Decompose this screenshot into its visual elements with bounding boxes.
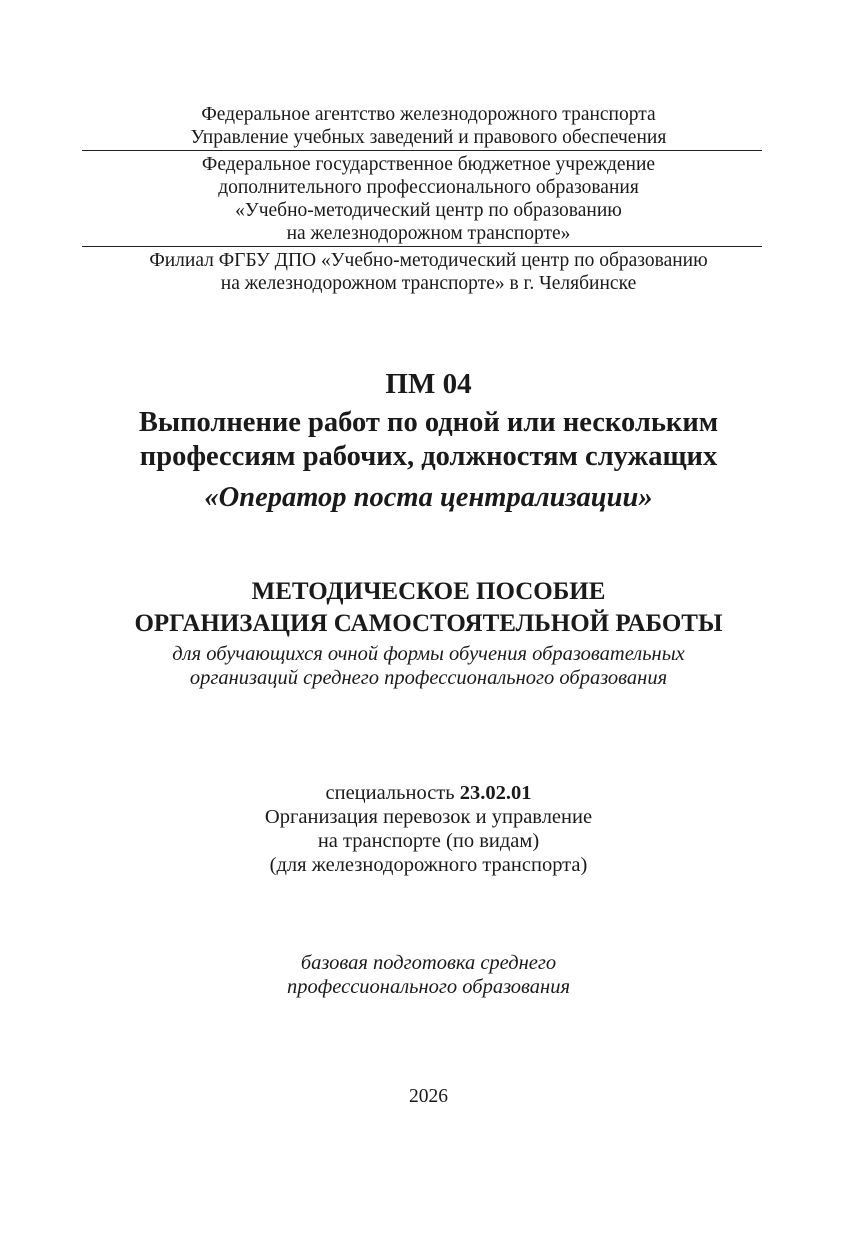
module-title-line: профессиям рабочих, должностям служащих: [139, 441, 718, 472]
specialty-heading: [0, 781, 857, 805]
module-title: [0, 406, 857, 474]
institution-block: [0, 153, 857, 245]
agency-line: Управление учебных заведений и правового обеспечения: [190, 127, 667, 148]
specialty-block: [0, 781, 857, 877]
module-subtitle: «Оператор поста централизации»: [204, 482, 653, 513]
manual-block: [0, 576, 857, 690]
training-line: профессионального образования: [286, 976, 571, 998]
manual-audience: [0, 642, 857, 690]
manual-title: [0, 576, 857, 640]
module-code: ПМ 04: [385, 368, 472, 400]
branch-line: на железнодорожном транспорте» в г. Челябинске: [220, 273, 637, 294]
module-block: [0, 366, 857, 515]
divider-line: [82, 150, 762, 151]
institution-line: на железнодорожном транспорте»: [286, 223, 571, 244]
institution-line: «Учебно-методический центр по образованию: [235, 200, 622, 221]
specialty-line: на транспорте (по видам): [317, 830, 540, 852]
publication-year: 2026: [409, 1086, 448, 1107]
specialty-label: специальность: [325, 782, 460, 804]
divider-line: [82, 246, 762, 247]
specialty-line: (для железнодорожного транспорта): [269, 854, 588, 876]
agency-line: Федеральное агентство железнодорожного транспорта: [201, 104, 656, 125]
manual-title-line: ОРГАНИЗАЦИЯ САМОСТОЯТЕЛЬНОЙ РАБОТЫ: [134, 610, 723, 637]
manual-title-line: МЕТОДИЧЕСКОЕ ПОСОБИЕ: [251, 578, 606, 605]
specialty-line: Организация перевозок и управление: [264, 806, 593, 828]
branch-line: Филиал ФГБУ ДПО «Учебно-методический центр по образованию: [149, 250, 708, 271]
specialty-code: 23.02.01: [459, 782, 532, 804]
audience-line: для обучающихся очной формы обучения образовательных: [172, 643, 685, 665]
institution-line: Федеральное государственное бюджетное учреждение: [201, 154, 656, 175]
agency-block: [0, 103, 857, 149]
audience-line: организаций среднего профессионального образования: [189, 667, 668, 689]
module-title-line: Выполнение работ по одной или нескольким: [138, 407, 719, 438]
training-level-block: [0, 951, 857, 999]
training-line: базовая подготовка среднего: [300, 952, 557, 974]
institution-line: дополнительного профессионального образования: [218, 177, 639, 198]
branch-block: [0, 249, 857, 295]
